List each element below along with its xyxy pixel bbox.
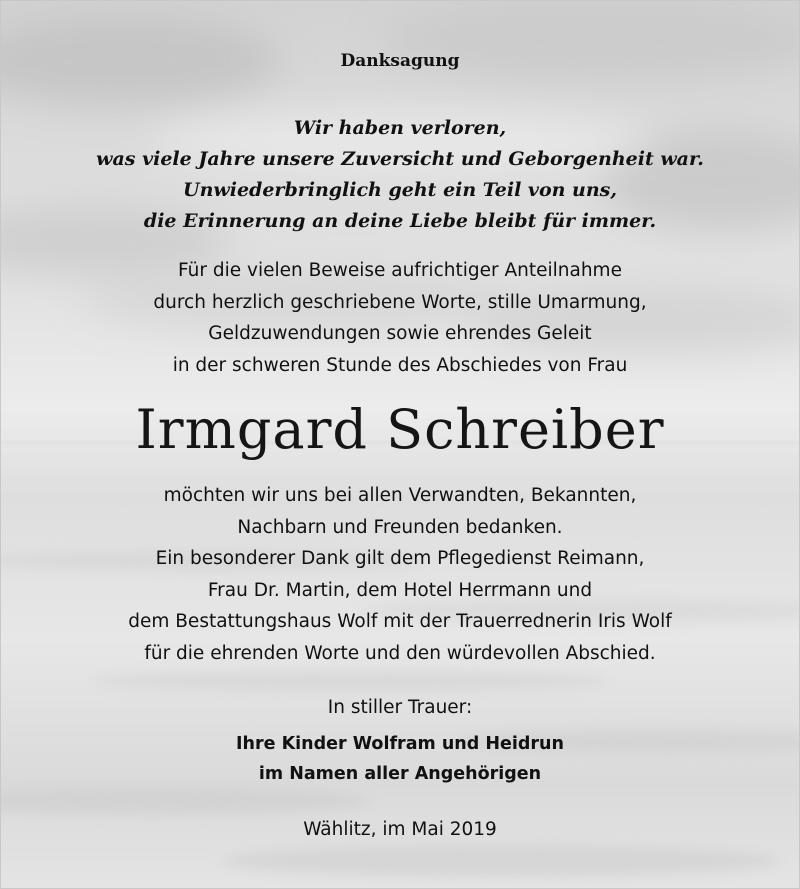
verse-line: was viele Jahre unsere Zuversicht und Geborgenheit war. — [96, 148, 704, 170]
signers — [1, 729, 799, 789]
intro-line: durch herzlich geschriebene Worte, stille Umarmung, — [153, 291, 647, 313]
intro-line: Für die vielen Beweise aufrichtiger Anteilnahme — [178, 260, 622, 281]
place-date: Wählitz, im Mai 2019 — [303, 819, 497, 840]
verse-line: die Erinnerung an deine Liebe bleibt für immer. — [143, 210, 657, 232]
thanks-line: Nachbarn und Freunden bedanken. — [237, 516, 563, 538]
notice-heading: Danksagung — [340, 51, 460, 71]
thanks-line: Frau Dr. Martin, dem Hotel Herrmann und — [207, 579, 593, 601]
thanks-line: dem Bestattungshaus Wolf mit der Trauerrednerin Iris Wolf — [128, 611, 672, 632]
intro-line: in der schweren Stunde des Abschiedes von Frau — [172, 354, 628, 376]
signer-line: im Namen aller Angehörigen — [258, 764, 542, 784]
intro-paragraph — [1, 255, 799, 381]
grief-line: In stiller Trauer: — [327, 697, 473, 718]
verse-line: Wir haben verloren, — [293, 117, 507, 139]
verse — [1, 113, 799, 237]
signer-line: Ihre Kinder Wolfram und Heidrun — [236, 734, 564, 754]
thanks-paragraph — [1, 480, 799, 669]
thanks-line: Ein besonderer Dank gilt dem Pflegedienst Reimann, — [155, 548, 645, 569]
deceased-name: Irmgard Schreiber — [135, 398, 665, 461]
intro-line: Geldzuwendungen sowie ehrendes Geleit — [208, 323, 592, 344]
thanks-line: für die ehrenden Worte und den würdevollen Abschied. — [144, 642, 656, 664]
verse-line: Unwiederbringlich geht ein Teil von uns, — [183, 179, 617, 201]
thanks-line: möchten wir uns bei allen Verwandten, Bekannten, — [163, 485, 637, 506]
